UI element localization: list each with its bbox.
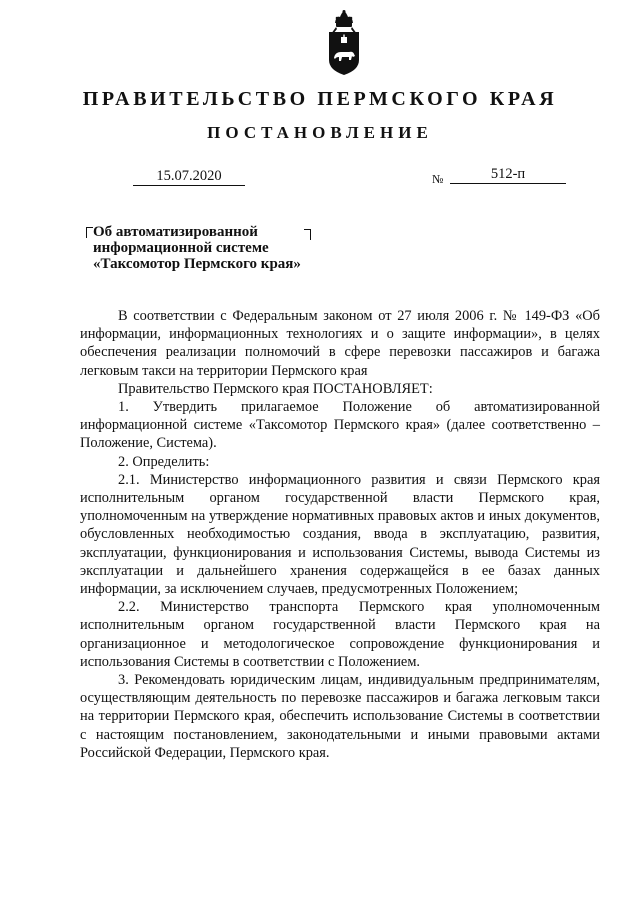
document-subject	[93, 224, 353, 272]
number-sign: №	[432, 172, 444, 186]
paragraph-item-2-2: 2.2. Министерство транспорта Пермского края уполномоченным исполнительным органом государственной власти Пермского края на организационное и методологическое сопровождение функционирования и использования Системы в соответствии с Положением.	[80, 599, 600, 670]
document-date: 15.07.2020	[133, 167, 245, 186]
subject-corner-left	[86, 227, 93, 238]
subject-line-3: «Таксомотор Пермского края»	[93, 256, 301, 272]
coat-of-arms-icon	[327, 10, 361, 76]
paragraph-preamble: В соответствии с Федеральным законом от 27 июля 2006 г. № 149-ФЗ «Об информации, информационных технологиях и о защите информации», в целях обеспечения реализации полномочий в сфере перевозки пассажиров и багажа легковым такси на территории Пермского края	[80, 308, 600, 379]
subject-line-2: информационной системе	[93, 240, 269, 256]
government-title: ПРАВИТЕЛЬСТВО ПЕРМСКОГО КРАЯ	[82, 88, 558, 110]
document-number: 512-п	[450, 165, 566, 184]
paragraph-resolves: Правительство Пермского края ПОСТАНОВЛЯЕТ:	[118, 380, 433, 397]
paragraph-item-2: 2. Определить:	[118, 453, 210, 470]
document-body	[80, 307, 600, 762]
subject-line-1: Об автоматизированной	[93, 224, 258, 240]
document-type: ПОСТАНОВЛЕНИЕ	[207, 123, 433, 142]
paragraph-item-1: 1. Утвердить прилагаемое Положение об автоматизированной информационной системе «Таксомотор Пермского края» (далее соответственно – Положение, Система).	[80, 399, 600, 452]
paragraph-item-3: 3. Рекомендовать юридическим лицам, индивидуальным предпринимателям, осуществляющим деятельность по перевозке пассажиров и багажа легковым такси на территории Пермского края, обеспечить использование Системы в соответствии с настоящим постановлением, законодательными и иными правовыми актами Российской Федерации, Пермского края.	[80, 672, 600, 761]
paragraph-item-2-1: 2.1. Министерство информационного развития и связи Пермского края исполнительным органом государственной власти Пермского края, уполномоченным на утверждение нормативных правовых актов и иных документов, обусловленных необходимостью создания, ввода в эксплуатацию, развития, эксплуатации, функционирования и использования Системы, вывода Системы из эксплуатации и дальнейшего хранения содержащейся в ее базах данных информации, за исключением случаев, предусмотренных Положением;	[80, 471, 600, 598]
